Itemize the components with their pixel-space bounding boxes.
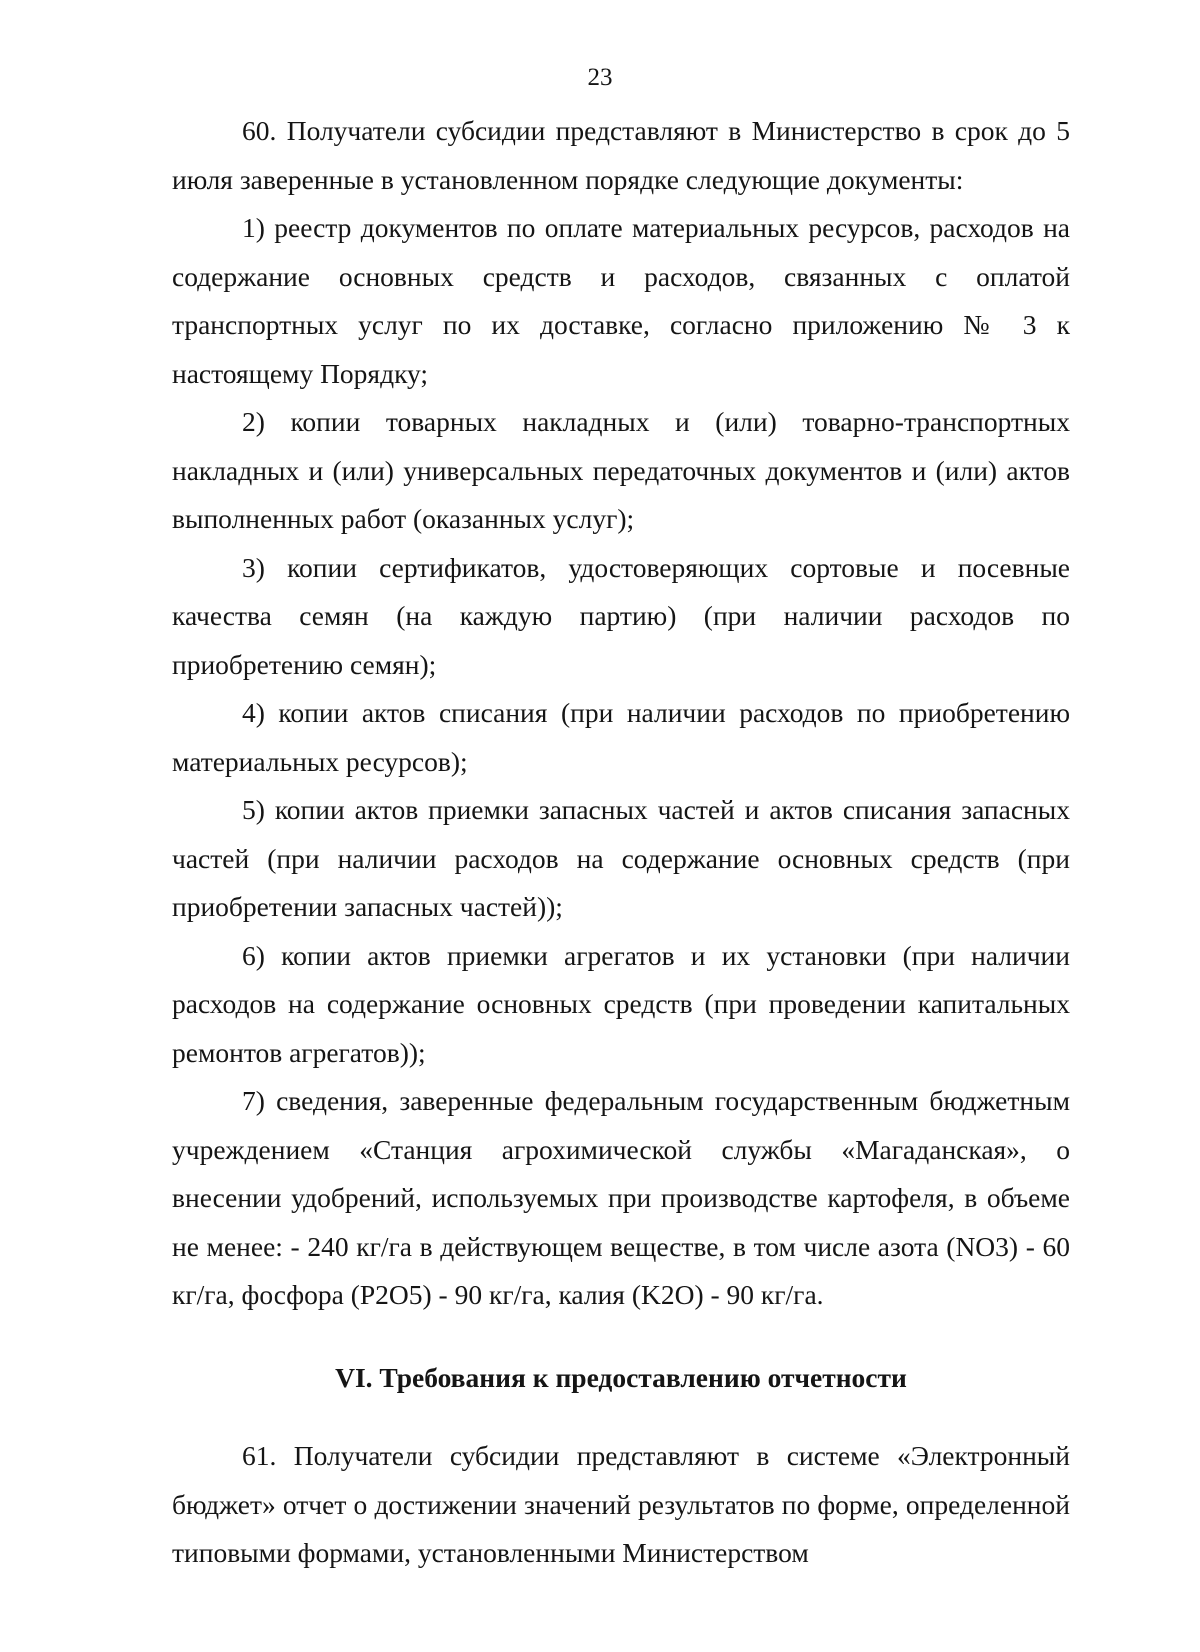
list-item-5: 5) копии актов приемки запасных частей и актов списания запасных частей (при наличии расходов на содержание основных средств (при приобретении запасных частей)); <box>172 794 1070 922</box>
page-content <box>172 107 1070 1578</box>
paragraph-61: 61. Получатели субсидии представляют в системе «Электронный бюджет» отчет о достижении значений результатов по форме, определенной типовыми формами, установленными Министерством <box>172 1440 1070 1568</box>
paragraph-60: 60. Получатели субсидии представляют в Министерство в срок до 5 июля заверенные в установленном порядке следующие документы: <box>172 115 1070 195</box>
list-item-7: 7) сведения, заверенные федеральным государственным бюджетным учреждением «Станция агрохимической службы «Магаданская», о внесении удобрений, используемых при производстве картофеля, в объеме не менее: - 240 кг/га в действующем веществе, в том числе азота (NO3) - 60 кг/га, фосфора (P2O5) - 90 кг/га, калия (K2O) - 90 кг/га. <box>172 1085 1070 1310</box>
section-heading: VI. Требования к предоставлению отчетности <box>335 1361 907 1393</box>
list-item-1: 1) реестр документов по оплате материальных ресурсов, расходов на содержание основных средств и расходов, связанных с оплатой транспортных услуг по их доставке, согласно приложению № 3 к настоящему Порядку; <box>172 212 1070 389</box>
list-item-4: 4) копии актов списания (при наличии расходов по приобретению материальных ресурсов); <box>172 697 1070 777</box>
list-item-2: 2) копии товарных накладных и (или) товарно-транспортных накладных и (или) универсальных передаточных документов и (или) актов выполненных работ (оказанных услуг); <box>172 406 1070 534</box>
list-item-6: 6) копии актов приемки агрегатов и их установки (при наличии расходов на содержание основных средств (при проведении капитальных ремонтов агрегатов)); <box>172 939 1070 1068</box>
page-number: 23 <box>587 64 613 91</box>
list-item-3: 3) копии сертификатов, удостоверяющих сортовые и посевные качества семян (на каждую партию) (при наличии расходов по приобретению семян); <box>172 551 1070 680</box>
